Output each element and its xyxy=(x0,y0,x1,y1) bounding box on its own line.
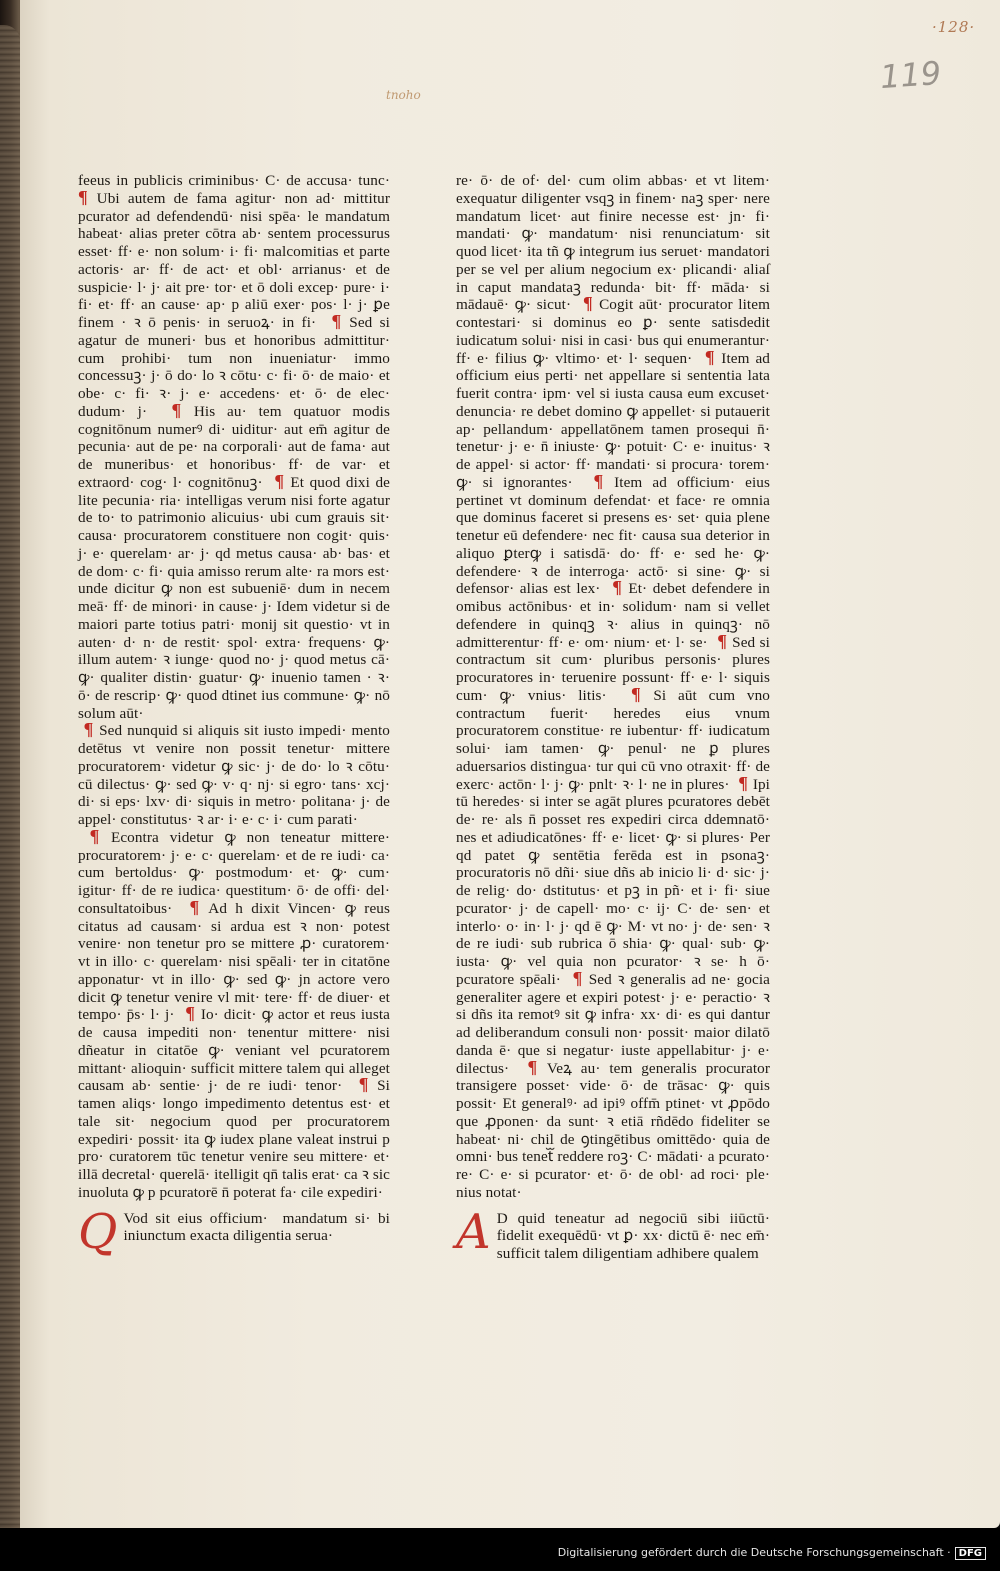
folio-number: ·128· xyxy=(932,18,976,36)
rubric-mark: ¶ xyxy=(323,311,350,331)
text-paragraph xyxy=(78,169,399,722)
text-segment: His au· tem quatuor modis cognitōnum numerꝰ di· uiditur· aut em̄ agitur de pecunia· aut de pe· na corporali· aut de fama· aut de muneribus· et honoribus· ff· de var· et extraord· cog· l· cognitōnuꝫ· xyxy=(78,402,394,491)
rubric-mark: ¶ xyxy=(350,1074,378,1095)
text-segment: Io· dicit· ꝙ actor et reus iusta de causa impediti non· tenentur mittere· nisi dñeatur in citatōe ꝙ· veniant vel pcuratorem mittant· alioquin· sufficit mittere talem qui alleget causam ab· sentie· j· de re iudi· tenor· xyxy=(78,1006,394,1095)
text-paragraph xyxy=(456,172,774,1202)
text-segment: Veꝝ au· tem generalis procurator transigere posset· vide· ō· de trāsac· ꝙ· quis possit· Et generalꝰ· ad ipiꝰ offm̄ ptinet· vt ꝓpōdo que ꝓponen· da sunt· ꝛ etiā rñdēdo fideliter se habeat· ni· chil de ꝯtingētibus omittēdo· quia de omni· bus tenetᷓ reddere roꝫ· C· mādati· a pcurato· re· C· e· si pcurator· et· ō· de obl· ad roci· ple· nius notat· xyxy=(456,1059,774,1201)
rubric-mark: ¶ xyxy=(78,169,399,207)
rubric-mark: ¶ xyxy=(518,1056,547,1077)
marginal-note: tnoho xyxy=(386,88,421,102)
rubric-mark: ¶ xyxy=(698,346,722,367)
text-paragraph xyxy=(78,825,394,1202)
manuscript-page xyxy=(20,0,1000,1528)
text-segment: feeus in publicis criminibus· C· de accusa· tunc· xyxy=(78,172,394,189)
funding-credit-text: Digitalisierung gefördert durch die Deutsche Forschungsgemeinschaft · xyxy=(557,1546,951,1559)
right-text-column xyxy=(456,172,774,1263)
rubric-mark: ¶ xyxy=(733,772,753,793)
rubric-mark: ¶ xyxy=(566,967,589,988)
stacked-page-edges xyxy=(0,25,20,1545)
left-text-column xyxy=(78,169,399,1260)
rubric-mark: ¶ xyxy=(268,470,291,491)
rubric-mark: ¶ xyxy=(582,470,615,491)
text-segment: Ipi tū heredes· si inter se agāt plures pcuratores debēt de· re· als n̄ posset res expediri circa ddemnatō· nes et adiudicatōnes· ff· e· licet· ꝙ· si plures· Per qd patet ꝙ sentētia ferēda est in psonaꝫ· procuratoris nō dñi· siue dñs ab inicio li· d· sic· j· de relig· do· dstitutus· et pꝫ in pñ· et i· fi· siue pcurator· j· de capell· mo· c· ij· C· de· sen· et interlo· o· in· l· j· qd ē ꝙ· M· vt no· j· de· sen· ꝛ de re iudi· sub rubrica ō shia· ꝙ· qual· sub· ꝙ· iusta· ꝙ· vel quia non pcurator· ꝛ se· h ō· pcuratore spēali· xyxy=(456,775,774,988)
text-segment: Si aūt cum vno contractum fuerit· heredes eius vnum procuratorem constitue· re iubentur· ff· iudicatum solui· iam tamen· ꝙ· penul· ne ꝑ plures aduersarios distingua· tur qui cū vno otraxit· ff· de exerc· actōn· l· j· ꝙ· pnlt· ꝛ· l· ne in plures· xyxy=(456,686,774,793)
rubric-mark: ¶ xyxy=(158,399,194,420)
closing-text: D quid teneatur ad negociū sibi iiūctū· fidelit exequēdū· vt ꝑ· xx· dictū ē· nec em̄· sufficit talem diligentiam adhibere qualem xyxy=(496,1209,774,1262)
text-segment: Et· debet defendere in omibus actōnibus· et in· solidum· nam si vellet defendere in quinqꝫ ꝛ· alius in quinqꝫ· nō admitterentur· ff· e· om· nium· et· l· se· xyxy=(456,580,774,651)
text-segment: Sed si contractum sit cum· pluribus personis· plures procuratores in· teruenire possunt· ff· e· l· siquis cum· ꝙ· vnius· litis· xyxy=(456,633,774,704)
text-segment: Et quod dixi de lite pecunia· ria· intelligas verum nisi forte agatur de to· to patrimonio alicuius· ubi cum grauis sit· causa· procuratorem constituere non cogit· quis· j· e· querelam· ar· j· qd metus causa· ab· bas· et de dom· c· fi· quia amisso rerum alte· ra mors est· unde dicitur ꝙ non est subueniē· dum in necem meā· ff· de minori· in cause· j· Idem videtur si de maiori parte totius patri· monij sit questio· vt in auten· d· n· de restit· spol· extra· frequens· ꝙ· illum autem· ꝛ iunge· quod no· j· quod metus cā· ꝙ· qualiter distin· guatur· ꝙ· inuenio tamen · ꝛ· ō· de rescrip· ꝙ· quod dtinet ius commune· ꝙ· nō solum aūt· xyxy=(78,473,394,722)
rubric-mark: ¶ xyxy=(618,683,654,704)
text-segment: Item ad officium eius perti· net appellare si sententia lata fuerit contra· ipm· vel si iusta causa eum excuset· denuncia· re debet domino ꝙ appellet· si putauerit ap· pellandum· appellatōnem tamen prosequi n̄· tenetur· j· e· n̄ iniuste· ꝙ· potuit· C· e· inuitus· ꝛ de appel· si actor· ff· mandati· si procura· torem· ꝙ· si ignorantes· xyxy=(456,349,774,491)
rubric-mark: ¶ xyxy=(78,719,100,740)
text-segment: re· ō· de of· del· cum olim abbas· et vt litem· exequatur diligenter vsqꝫ in finem· naꝫ sper· nere mandatum licet· aut finire necesse est· jn· fi· mandati· ꝙ· mandatum· nisi renunciatum· sit quod licet· ita tñ ꝙ integrum ius seruet· mandatori per se vel per alium negocium ex· plicandi· aliaſ in caput mandataꝫ redunda· bit· ff· māda· si mādauē· ꝙ· sicut· xyxy=(456,172,774,314)
decorated-initial: Q xyxy=(78,1203,118,1260)
closing-section xyxy=(78,1203,394,1260)
text-paragraph xyxy=(78,719,394,829)
rubric-mark: ¶ xyxy=(605,577,629,598)
funding-credit xyxy=(558,1546,986,1560)
text-segment: Sed si agatur de muneri· bus et honoribus admittitur· cum prohibi· tum non inueniatur· immo concessuꝫ· j· ō do· lo ꝛ cōtu· c· fi· ō· de maio· et obe· c· fi· ꝛ· j· e· accedens· et· ō· de elec· dudum· j· xyxy=(78,314,394,420)
dfg-logo-badge: DFG xyxy=(955,1547,986,1560)
text-segment: Sed nunquid si aliquis sit iusto impedi· mento detētus vt venire non possit tenetur· mittere procuratorem· videtur ꝙ sic· j· de do· lo ꝛ cōtu· cū dilectus· ꝙ· sed ꝙ· v· q· nj· si egro· tans· xcj· di· si eps· lxv· di· siquis in metro· politana· j· de appel· constitutus· ꝛ ar· i· e· c· i· cum parati· xyxy=(78,722,394,828)
text-segment: Ubi autem de fama agitur· non ad· mittitur pcurator ad defendendū· nisi spēa· le mandatum habeat· alias preter cōtra ab· sentem processurus esset· ff· e· non solum· i· fi· malcomitias et parte actoris· ar· ff· de act· et obl· arrianus· et de suspicie· l· j· ait pre· tor· et ō doli excep· pure· i· fi· et· ff· an cause· ap· p aliū exer· pos· l· j· ꝑe finem · ꝛ ō penis· in seruoꝝ· in fi· xyxy=(78,189,394,331)
rubric-mark: ¶ xyxy=(180,896,209,917)
text-segment: Item ad officium· eius pertinet vt dominum defendat· et face· re omnia que dominus faceret si presens es· set· quia plene tenetur eū defendere· nec fit· causa sua deterior in aliquo ꝑterꝙ i satisdā· do· ff· e· sed he· ꝙ· defendere· ꝛ de interroga· actō· si sine· ꝙ· si defensor· alias est lex· xyxy=(456,473,774,598)
text-segment: Sed ꝛ generalis ad ne· gocia generaliter agere et expiri potest· j· e· peractio· ꝛ si dñs ita remotꝰ sit ꝙ infra· xx· di· es qui dantur ad deliberandum consuli non· possit· maior dilatō danda ē· que si negatur· iuste appellabitur· j· e· dilectus· xyxy=(456,970,774,1077)
closing-text: Vod sit eius officium· mandatum si· bi iniunctum exacta diligentia serua· xyxy=(123,1209,394,1245)
rubric-mark: ¶ xyxy=(179,1003,201,1024)
text-segment: Econtra videtur ꝙ non teneatur mittere· procuratorem· j· e· c· querelam· et de re iudi· ca· cum bertoldus· ꝙ· postmodum· et· ꝙ· cum· igitur· ff· de re iudica· questitum· ō· de offi· del· consultatoibus· xyxy=(78,828,394,917)
rubric-mark: ¶ xyxy=(78,825,111,846)
closing-section xyxy=(456,1203,774,1263)
text-segment: Ad h dixit Vincen· ꝙ reus citatus ad causam· si ardua est ꝛ non· potest venire· non tenetur pro se mittere ꝓ· curatorem· vt in illo· c· querelam· nisi spēali· ter in citatōne apponatur· vt in illo· ꝙ· sed ꝙ· jn actore vero dicit ꝙ tenetur venire vl mit· tere· ff· de diuer· et tempo· p̄s· l· j· xyxy=(78,899,394,1024)
text-segment: Cogit aūt· procurator litem contestari· si dominus eo ꝑ· sente satisdedit iudicatum solui· nisi in casi· bus qui enumerantur· ff· e· filius ꝙ· vltimo· et· l· sequen· xyxy=(456,296,774,367)
rubric-mark: ¶ xyxy=(576,293,600,314)
text-segment: Si tamen aliqs· longo impedimento detentus est· et tale sit· negocium quod per procuratorem expediri· possit· ita ꝙ iudex plane valeat instrui p pro· curatorem tūc tenetur venire seu mittere· et· illā decretal· querelā· itelligit qn̄ talis erat· ca ꝛ sic inuoluta ꝙ p pcuratorē n̄ poterat fa· cile expediri· xyxy=(78,1077,394,1201)
pencil-page-number: 119 xyxy=(878,53,943,97)
decorated-initial: A xyxy=(456,1203,491,1260)
rubric-mark: ¶ xyxy=(712,630,733,651)
